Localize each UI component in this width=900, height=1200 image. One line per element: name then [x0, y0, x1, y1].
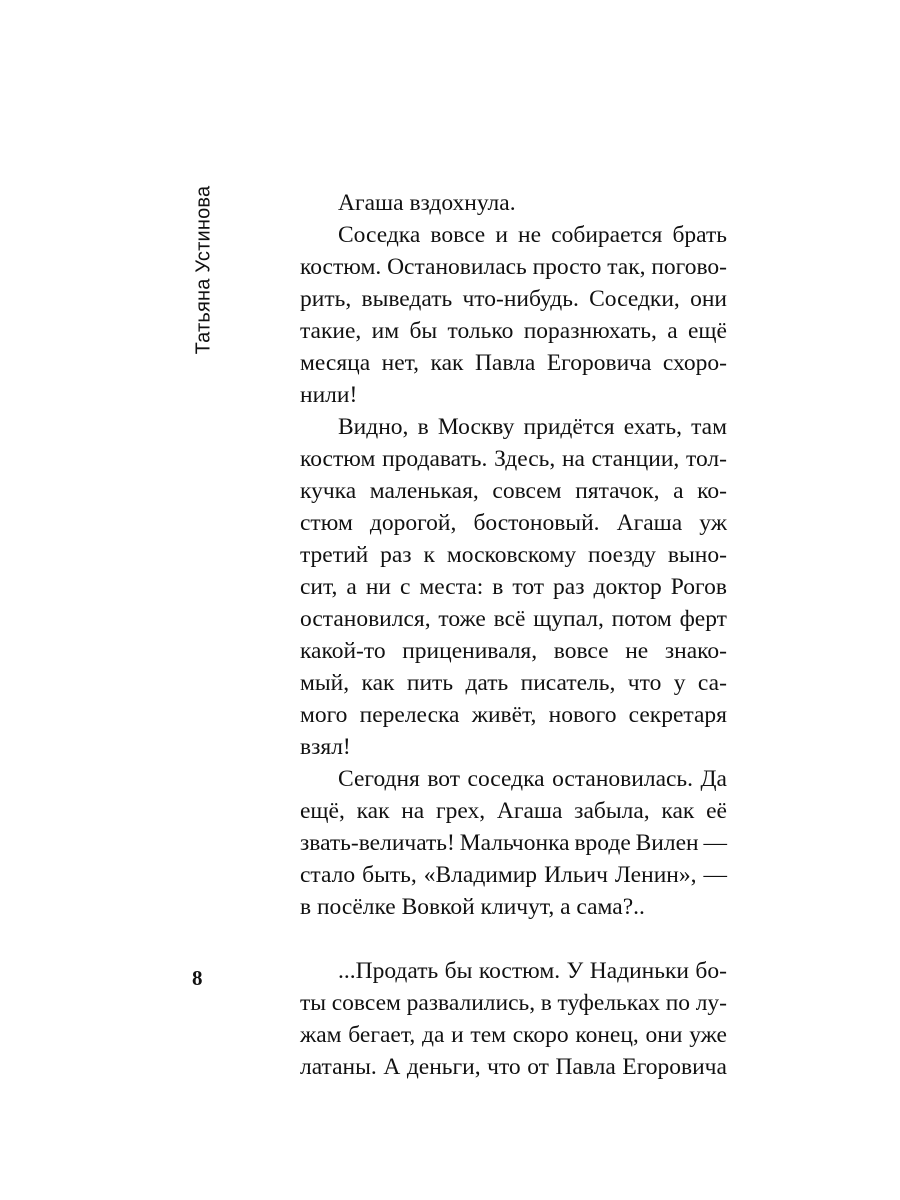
- word: на: [561, 446, 585, 472]
- word: продавать.: [382, 446, 488, 472]
- word: придётся: [523, 414, 615, 440]
- word: раз: [380, 542, 412, 568]
- word: —: [703, 862, 727, 888]
- word: вовсе: [553, 638, 609, 664]
- word: в: [540, 990, 552, 1016]
- word: бы: [444, 958, 473, 984]
- word: и: [451, 1022, 464, 1048]
- word: жам: [300, 1022, 342, 1048]
- text-line: [300, 251, 727, 283]
- word: А: [383, 1054, 401, 1080]
- word: секретаря: [628, 702, 727, 728]
- text-line: [300, 347, 727, 379]
- word: вроде: [574, 830, 631, 856]
- word: грех,: [435, 798, 486, 824]
- word: ферт: [679, 606, 727, 632]
- word: деньги,: [406, 1054, 481, 1080]
- word: выведать: [361, 286, 453, 312]
- word: да: [421, 1022, 445, 1048]
- text-line: нили!: [300, 382, 358, 408]
- word: рить,: [300, 286, 352, 312]
- word: как: [361, 670, 395, 696]
- word: костюм.: [300, 254, 382, 280]
- word: к: [423, 542, 435, 568]
- word: туфельках: [557, 990, 661, 1016]
- word: конец,: [575, 1022, 639, 1048]
- word: Вилен: [635, 830, 699, 856]
- word: схоро-: [662, 350, 727, 376]
- word: Рогов: [670, 574, 727, 600]
- word: «Владимир: [423, 862, 538, 888]
- word: что: [627, 670, 662, 696]
- word: Соседки,: [589, 286, 680, 312]
- word: они: [690, 286, 727, 312]
- word: кучка: [300, 478, 357, 504]
- page-number: 8: [192, 966, 203, 990]
- word: ко-: [697, 478, 727, 504]
- word: нет,: [381, 350, 420, 376]
- word: ехать,: [623, 414, 682, 440]
- text-line: Агаша вздохнула.: [338, 190, 516, 216]
- text-line: в посёлке Вовкой кличут, а сама?..: [300, 894, 645, 920]
- text-line: [300, 763, 727, 795]
- word: ты: [300, 990, 327, 1016]
- word: поезду: [588, 542, 656, 568]
- word: Ильич: [544, 862, 608, 888]
- word: развалились,: [406, 990, 536, 1016]
- word: не: [625, 638, 649, 664]
- word: костюм.: [478, 958, 561, 984]
- word: уж: [699, 510, 727, 536]
- word: пить: [406, 670, 454, 696]
- word: с: [399, 574, 411, 600]
- word: Егоровича: [546, 350, 652, 376]
- word: брать: [672, 222, 727, 248]
- word: раз: [553, 574, 585, 600]
- body-text: [300, 187, 727, 1083]
- word: Агаша: [616, 510, 683, 536]
- word: Мальчонка: [459, 830, 570, 856]
- word: вот: [427, 766, 461, 792]
- word: нового: [548, 702, 617, 728]
- word: Здесь,: [494, 446, 556, 472]
- word: в: [492, 574, 504, 600]
- word: латаны.: [300, 1054, 377, 1080]
- word: только: [447, 318, 514, 344]
- word: что-нибудь.: [462, 286, 579, 312]
- word: какой-то: [300, 638, 386, 664]
- word: совсем: [331, 990, 401, 1016]
- word: ещё: [687, 318, 727, 344]
- word: остановилась.: [552, 766, 694, 792]
- word: потом: [611, 606, 672, 632]
- word: выно-: [667, 542, 727, 568]
- word: от: [527, 1054, 549, 1080]
- word: московскому: [446, 542, 577, 568]
- word: всё: [493, 606, 526, 632]
- text-line: [300, 283, 727, 315]
- word: соседка: [467, 766, 545, 792]
- word: Остановилась: [387, 254, 527, 280]
- text-line: взял!: [300, 734, 351, 760]
- word: третий: [300, 542, 369, 568]
- text-line: [300, 1019, 727, 1051]
- word: там: [691, 414, 727, 440]
- word: и: [495, 222, 508, 248]
- section-break: [300, 923, 727, 955]
- word: Агаша: [496, 798, 563, 824]
- word: они: [645, 1022, 683, 1048]
- word: бегает,: [348, 1022, 416, 1048]
- text-line: [300, 859, 727, 891]
- word: стало: [300, 862, 356, 888]
- word: живёт,: [471, 702, 537, 728]
- text-line: [300, 219, 727, 251]
- word: Павла: [474, 350, 536, 376]
- word: такие,: [300, 318, 362, 344]
- text-line: [300, 635, 727, 667]
- text-line: [300, 827, 727, 859]
- word: дать: [465, 670, 509, 696]
- word: по: [665, 990, 691, 1016]
- word: на: [401, 798, 425, 824]
- word: как: [430, 350, 464, 376]
- word: пятачок,: [575, 478, 660, 504]
- word: а: [346, 574, 357, 600]
- word: мый,: [300, 670, 350, 696]
- word: скоро: [512, 1022, 569, 1048]
- word: писатель,: [520, 670, 616, 696]
- word: Да: [700, 766, 727, 792]
- word: месяца: [300, 350, 371, 376]
- text-line: [300, 411, 727, 443]
- word: перелеска: [359, 702, 460, 728]
- word: так,: [607, 254, 646, 280]
- word: просто: [532, 254, 602, 280]
- word: ни: [365, 574, 391, 600]
- word: бы: [409, 318, 438, 344]
- word: Сегодня: [338, 766, 420, 792]
- word: У: [566, 958, 584, 984]
- word: вовсе: [430, 222, 486, 248]
- text-line: [300, 315, 727, 347]
- word: поразнюхать,: [523, 318, 657, 344]
- word: маленькая,: [369, 478, 479, 504]
- text-line: [300, 987, 727, 1019]
- text-line: [300, 955, 727, 987]
- word: в: [417, 414, 429, 440]
- text-line: [300, 571, 727, 603]
- word: лу-: [695, 990, 727, 1016]
- text-line: [300, 699, 727, 731]
- text-line: [300, 795, 727, 827]
- word: доктор: [593, 574, 662, 600]
- word: как: [356, 798, 390, 824]
- text-line: [300, 1051, 727, 1083]
- word: ещё,: [300, 798, 345, 824]
- word: места:: [419, 574, 484, 600]
- word: у: [673, 670, 686, 696]
- text-line: [300, 539, 727, 571]
- word: что: [487, 1054, 521, 1080]
- word: совсем: [492, 478, 562, 504]
- word: —: [703, 830, 727, 856]
- word: быть,: [362, 862, 417, 888]
- word: Соседка: [338, 222, 421, 248]
- word: тем: [470, 1022, 506, 1048]
- word: не: [518, 222, 542, 248]
- text-line: [300, 475, 727, 507]
- word: костюм: [300, 446, 376, 472]
- word: а: [673, 478, 684, 504]
- word: тот: [512, 574, 545, 600]
- word: как: [661, 798, 695, 824]
- word: стюм: [300, 510, 353, 536]
- word: ...Продать: [338, 958, 439, 984]
- word: Надиньки: [589, 958, 689, 984]
- word: Егоровича: [622, 1054, 727, 1080]
- word: а: [667, 318, 678, 344]
- word: бостоновый.: [473, 510, 600, 536]
- word: погово-: [651, 254, 727, 280]
- word: звать-величать!: [300, 830, 455, 856]
- word: её: [706, 798, 727, 824]
- word: щупал,: [533, 606, 604, 632]
- word: са-: [697, 670, 727, 696]
- word: бо-: [695, 958, 727, 984]
- word: Павла: [555, 1054, 616, 1080]
- word: знако-: [664, 638, 727, 664]
- word: тол-: [685, 446, 727, 472]
- text-line: [300, 667, 727, 699]
- word: мого: [300, 702, 348, 728]
- text-line: [300, 603, 727, 635]
- word: им: [371, 318, 400, 344]
- word: дорогой,: [369, 510, 457, 536]
- word: Ленин»,: [614, 862, 697, 888]
- text-line: [300, 443, 727, 475]
- word: уже: [689, 1022, 727, 1048]
- word: станции,: [591, 446, 680, 472]
- word: остановился,: [300, 606, 431, 632]
- word: забыла,: [574, 798, 650, 824]
- word: Москву: [437, 414, 515, 440]
- running-head: Татьяна Устинова: [192, 185, 215, 355]
- word: тоже: [438, 606, 486, 632]
- word: собирается: [551, 222, 663, 248]
- word: сит,: [300, 574, 338, 600]
- word: Видно,: [338, 414, 409, 440]
- word: прицениваля,: [402, 638, 538, 664]
- text-line: [300, 507, 727, 539]
